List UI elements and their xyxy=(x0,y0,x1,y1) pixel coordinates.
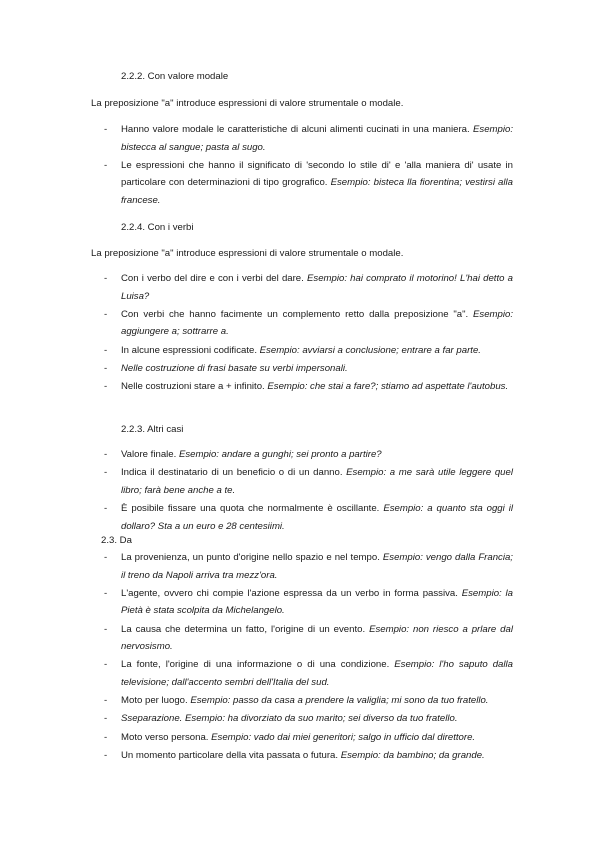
item-text: Nelle costruzioni stare a + infinito. xyxy=(121,380,268,392)
list-item xyxy=(0,621,599,656)
item-text: Le espressioni che hanno il significato di 'secondo lo stile di' e 'alla maniera di' usate in particolare con determinazioni di tipo grografico. xyxy=(121,159,513,189)
item-text: Un momento particolare della vita passata o futura. xyxy=(121,749,341,761)
bullet-dash: - xyxy=(104,308,108,320)
list-item xyxy=(0,692,599,710)
item-example: Sseparazione. Esempio: ha divorziato da suo marito; sei diverso da tuo fratello. xyxy=(121,713,458,725)
section-heading-2-3: 2.3. Da xyxy=(101,535,132,546)
bullet-dash: - xyxy=(104,623,108,635)
list-item xyxy=(0,585,599,620)
item-example: Esempio: bistecca al sangue; pasta al sugo. xyxy=(121,124,513,153)
item-example: Esempio: bisteca lla fiorentina; vestirsi alla francese. xyxy=(121,177,513,206)
bullet-dash: - xyxy=(104,552,108,563)
list-item xyxy=(0,157,599,210)
bullet-dash: - xyxy=(104,731,108,743)
item-example: Esempio: che stai a fare?; stiamo ad aspettate l'autobus. xyxy=(267,380,509,392)
list-item xyxy=(0,306,599,341)
item-text: Moto per luogo. xyxy=(121,695,191,707)
list-item xyxy=(0,500,599,535)
bullet-dash: - xyxy=(104,713,108,725)
list-item xyxy=(0,446,599,464)
item-text: In alcune espressioni codificate. xyxy=(121,344,260,356)
item-text: Hanno valore modale le caratteristiche di alcuni alimenti cucinati in una maniera. xyxy=(121,124,473,135)
list-item xyxy=(0,747,599,765)
item-text: La provenienza, un punto d'origine nello spazio e nel tempo. xyxy=(121,552,383,563)
bullet-list xyxy=(0,121,599,210)
item-example: Nelle costruzione di frasi basate su verbi impersonali. xyxy=(121,362,348,374)
bullet-dash: - xyxy=(104,587,108,599)
section-intro: La preposizione "a" introduce espressioni di valore strumentale o modale. xyxy=(91,98,404,109)
list-item xyxy=(0,121,599,156)
list-item xyxy=(0,378,599,396)
list-item xyxy=(0,729,599,747)
item-example: Esempio: avviarsi a conclusione; entrare a far parte. xyxy=(259,344,481,356)
list-item xyxy=(0,549,599,584)
item-text: È posibile fissare una quota che normalmente è oscillante. xyxy=(121,502,384,514)
bullet-dash: - xyxy=(104,695,108,707)
item-example: Esempio: hai comprato il motorino! L'hai detto a Luisa? xyxy=(121,273,513,302)
list-item xyxy=(0,360,599,378)
item-text: Moto verso persona. xyxy=(121,731,212,743)
bullet-dash: - xyxy=(104,749,108,761)
bullet-dash: - xyxy=(104,502,108,514)
item-example: Esempio: da bambino; da grande. xyxy=(340,749,485,761)
list-item xyxy=(0,656,599,691)
bullet-list xyxy=(0,446,599,536)
item-example: Esempio: a quanto sta oggi il dollaro? Sta a un euro e 28 centesiimi. xyxy=(121,502,513,532)
bullet-dash: - xyxy=(104,659,108,671)
bullet-dash: - xyxy=(104,362,108,374)
bullet-dash: - xyxy=(104,467,108,479)
list-item xyxy=(0,342,599,360)
section-heading-2-2-4: 2.2.4. Con i verbi xyxy=(121,222,194,233)
item-example: Esempio: a me sarà utile leggere quel libro; farà bene anche a te. xyxy=(121,467,513,496)
item-text: La fonte, l'origine di una informazione o di una condizione. xyxy=(121,659,395,671)
bullet-dash: - xyxy=(104,344,108,356)
bullet-dash: - xyxy=(104,124,108,135)
bullet-list xyxy=(0,270,599,396)
item-example: Esempio: la Pietà è stata scolpita da Michelangelo. xyxy=(121,587,513,617)
item-example: Esempio: andare a gunghi; sei pronto a partire? xyxy=(178,449,382,460)
item-example: Esempio: non riesco a prlare dal nervosismo. xyxy=(121,623,513,653)
item-text: Valore finale. xyxy=(121,449,179,460)
item-text: Con i verbo del dire e con i verbi del dare. xyxy=(121,273,307,284)
item-example: Esempio: aggiungere a; sottrarre a. xyxy=(121,308,513,338)
list-item xyxy=(0,270,599,305)
bullet-dash: - xyxy=(104,380,108,392)
list-item xyxy=(0,464,599,499)
item-text: L'agente, ovvero chi compie l'azione espressa da un verbo in forma passiva. xyxy=(121,587,462,599)
section-heading-2-2-2: 2.2.2. Con valore modale xyxy=(121,71,229,82)
item-example: Esempio: l'ho saputo dalla televisione; dall'accento sembri dell'Italia del sud. xyxy=(121,659,513,688)
bullet-dash: - xyxy=(104,159,108,171)
section-heading-2-2-3: 2.2.3. Altri casi xyxy=(121,424,184,435)
item-text: Con verbi che hanno facimente un complemento retto dalla preposizione "a". xyxy=(121,308,473,320)
list-item xyxy=(0,710,599,728)
item-example: Esempio: passo da casa a prendere la valiglia; mi sono da tuo fratello. xyxy=(190,695,489,707)
item-example: Esempio: vado dai miei generitori; salgo in ufficio dal direttore. xyxy=(211,731,476,743)
bullet-list xyxy=(0,549,599,765)
section-intro: La preposizione "a" introduce espressioni di valore strumentale o modale. xyxy=(91,248,404,259)
bullet-dash: - xyxy=(104,273,108,284)
item-text: Indica il destinatario di un beneficio o di un danno. xyxy=(121,467,347,479)
item-text: La causa che determina un fatto, l'origine di un evento. xyxy=(121,623,370,635)
item-example: Esempio: vengo dalla Francia; il treno da Napoli arriva tra mezz'ora. xyxy=(121,552,513,581)
bullet-dash: - xyxy=(104,449,108,460)
